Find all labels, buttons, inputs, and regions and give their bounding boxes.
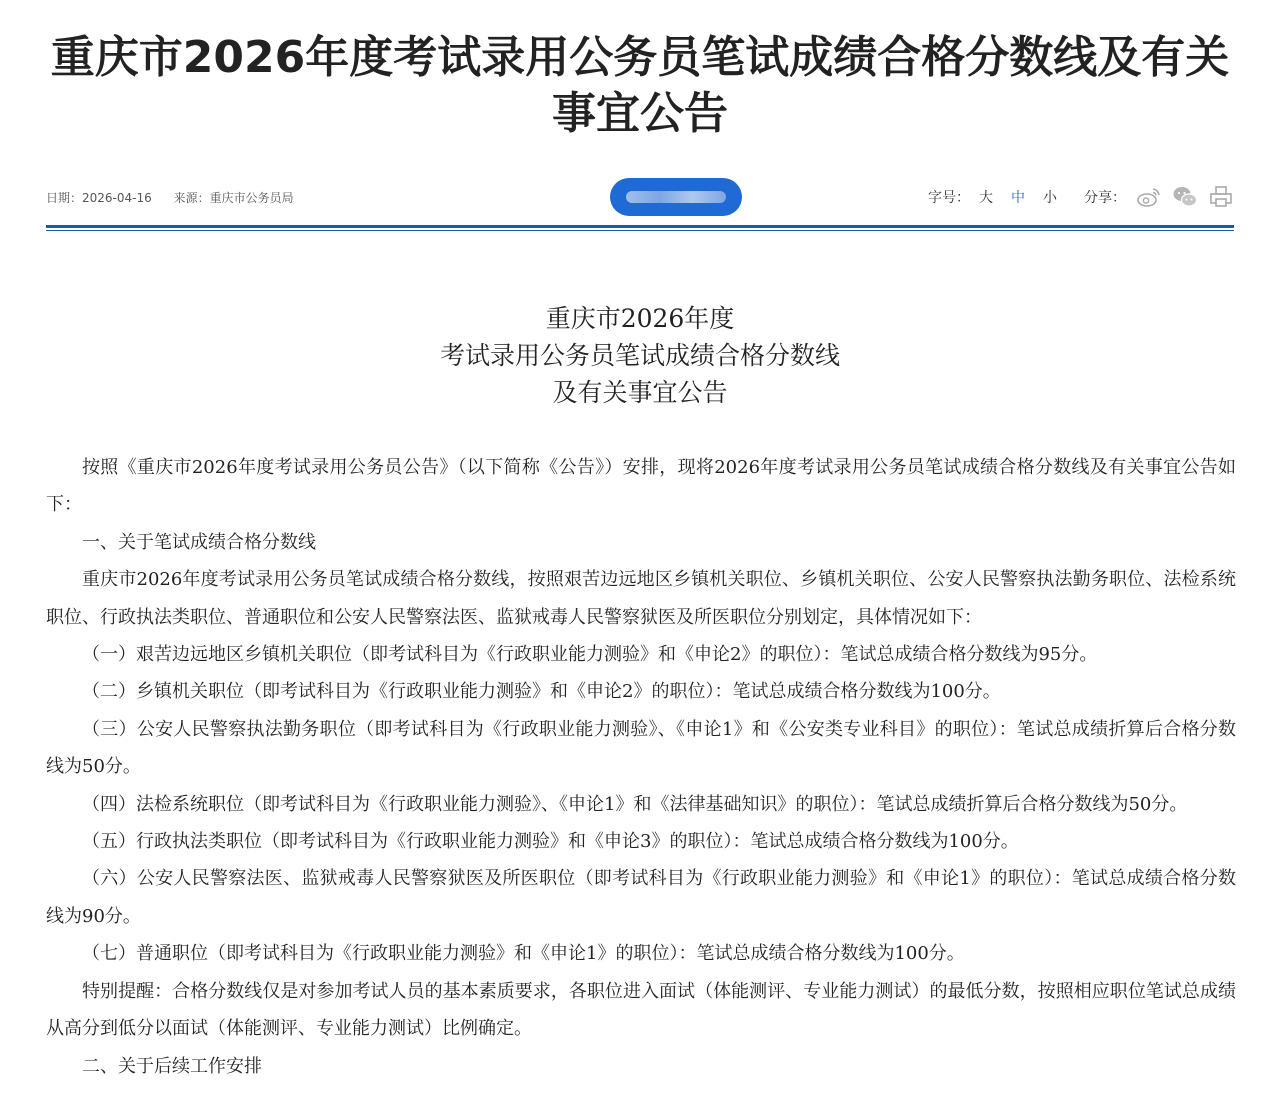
article-body	[46, 449, 1236, 1085]
list-item: （二）乡镇机关职位（即考试科目为《行政职业能力测验》和《申论2》的职位）：笔试总成绩合格分数线为100分。	[82, 681, 1001, 703]
list-item: （三）公安人民警察执法勤务职位（即考试科目为《行政职业能力测验》、《申论1》和《公安类专业科目》的职位）：笔试总成绩折算后合格分数线为50分。	[46, 718, 1236, 778]
article-title: 重庆市2026年度考试录用公务员笔试成绩合格分数线及有关事宜公告	[50, 32, 1230, 139]
subtitle-line: 及有关事宜公告	[552, 378, 728, 407]
article-subtitle	[40, 300, 1240, 411]
font-size-medium-button[interactable]: 中	[1011, 190, 1025, 206]
print-icon[interactable]	[1208, 184, 1234, 210]
font-size-large-button[interactable]: 大	[979, 190, 993, 206]
intro-paragraph: 按照《重庆市2026年度考试录用公务员公告》（以下简称《公告》）安排，现将2026年度考试录用公务员笔试成绩合格分数线及有关事宜公告如下：	[46, 457, 1236, 516]
font-size-small-button[interactable]: 小	[1043, 190, 1057, 206]
subtitle-line: 重庆市2026年度	[545, 304, 735, 333]
blurred-label	[626, 191, 726, 203]
article-meta-bar	[46, 178, 1234, 218]
article-source: 来源：重庆市公务员局	[173, 191, 294, 205]
font-size-label: 字号：	[928, 190, 970, 206]
article-tools	[928, 184, 1234, 210]
header-divider	[46, 225, 1234, 228]
weibo-icon[interactable]	[1136, 184, 1162, 210]
list-item: （四）法检系统职位（即考试科目为《行政职业能力测验》、《申论1》和《法律基础知识》的职位）：笔试总成绩折算后合格分数线为50分。	[82, 793, 1188, 815]
section-heading: 二、关于后续工作安排	[82, 1055, 262, 1077]
publish-date: 日期：2026-04-16	[46, 191, 152, 205]
list-item: （七）普通职位（即考试科目为《行政职业能力测验》和《申论1》的职位）：笔试总成绩合格分数线为100分。	[82, 943, 965, 965]
header-divider-thin	[46, 230, 1234, 231]
body-paragraph: 重庆市2026年度考试录用公务员笔试成绩合格分数线，按照艰苦边远地区乡镇机关职位、乡镇机关职位、公安人民警察执法勤务职位、法检系统职位、行政执法类职位、普通职位和公安人民警察法医、监狱戒毒人民警察狱医及所医职位分别划定，具体情况如下：	[46, 569, 1236, 628]
section-heading: 一、关于笔试成绩合格分数线	[82, 531, 316, 553]
special-note: 特别提醒：合格分数线仅是对参加考试人员的基本素质要求，各职位进入面试（体能测评、专业能力测试）的最低分数，按照相应职位笔试总成绩从高分到低分以面试（体能测评、专业能力测试）比例确定。	[46, 980, 1236, 1040]
list-item: （六）公安人民警察法医、监狱戒毒人民警察狱医及所医职位（即考试科目为《行政职业能力测验》和《申论1》的职位）：笔试总成绩合格分数线为90分。	[46, 868, 1236, 927]
share-label: 分享：	[1084, 190, 1126, 206]
list-item: （一）艰苦边远地区乡镇机关职位（即考试科目为《行政职业能力测验》和《申论2》的职位）：笔试总成绩合格分数线为95分。	[82, 644, 1098, 666]
list-item: （五）行政执法类职位（即考试科目为《行政职业能力测验》和《申论3》的职位）：笔试总成绩合格分数线为100分。	[82, 831, 1019, 853]
wechat-icon[interactable]	[1172, 184, 1198, 210]
subtitle-line: 考试录用公务员笔试成绩合格分数线	[439, 341, 840, 370]
article-meta-info	[46, 189, 312, 206]
audio-read-button[interactable]	[610, 178, 742, 216]
